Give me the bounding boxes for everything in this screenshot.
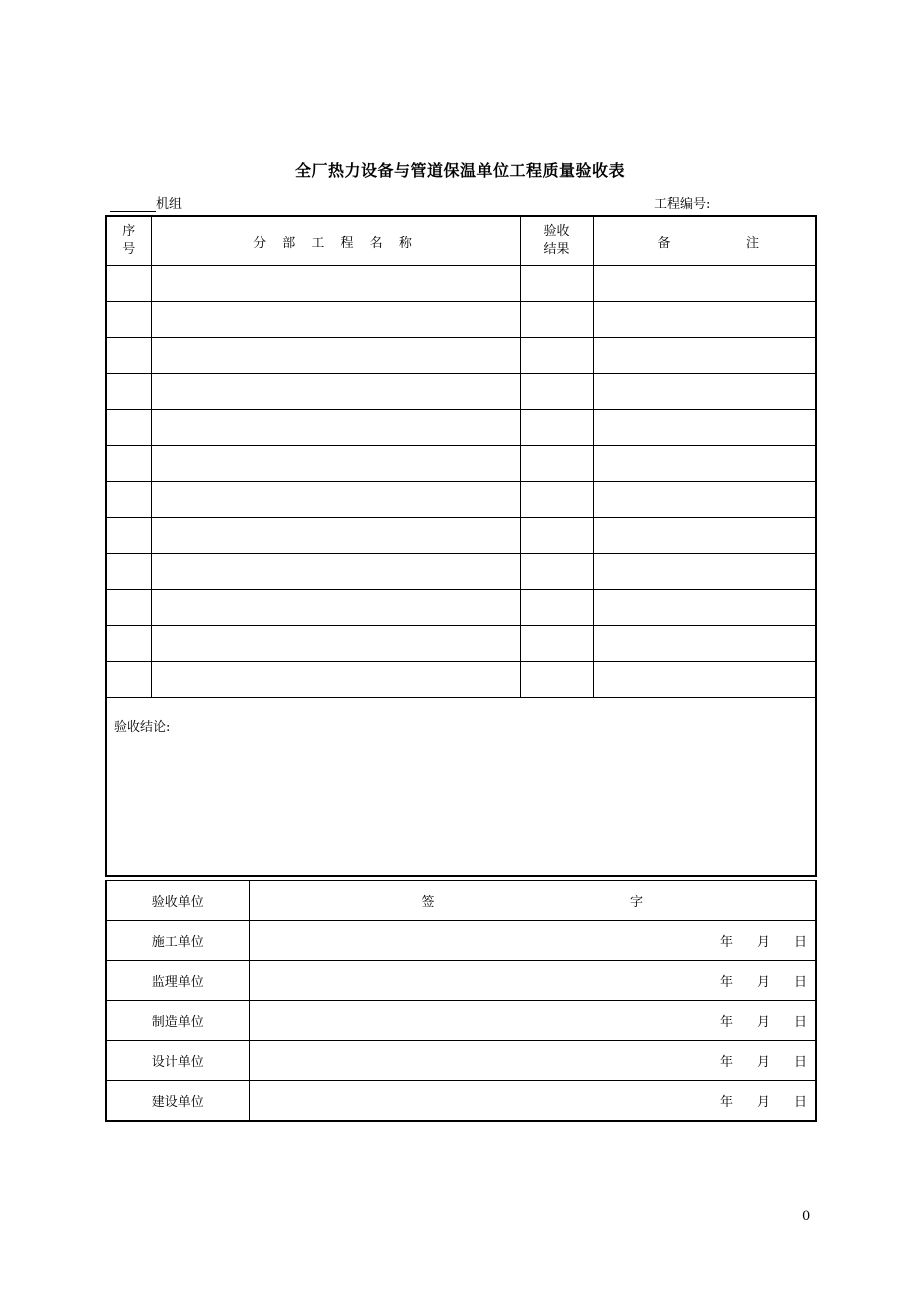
date-month-label: 月 [756,1095,770,1110]
name-cell[interactable] [151,446,520,482]
remark-cell[interactable] [593,590,816,626]
signature-date [720,1011,815,1030]
name-cell[interactable] [151,626,520,662]
signature-date [720,1091,815,1110]
result-cell[interactable] [520,446,593,482]
date-month-label: 月 [756,935,770,950]
result-cell[interactable] [520,410,593,446]
seq-cell[interactable] [106,410,151,446]
table-row [106,374,816,410]
result-cell[interactable] [520,482,593,518]
result-cell[interactable] [520,302,593,338]
name-cell[interactable] [151,482,520,518]
signature-field[interactable] [249,961,816,1001]
unit-line [110,193,182,212]
date-year-label: 年 [719,975,733,990]
result-cell[interactable] [520,338,593,374]
result-cell[interactable] [520,662,593,698]
result-cell[interactable] [520,626,593,662]
date-day-label: 日 [793,1095,807,1110]
signature-header-unit: 验收单位 [106,881,249,921]
date-day-label: 日 [793,975,807,990]
remark-cell[interactable] [593,446,816,482]
name-cell[interactable] [151,662,520,698]
signature-field[interactable] [249,921,816,961]
seq-cell[interactable] [106,590,151,626]
header-seq: 序 号 [106,216,151,266]
signature-field[interactable] [249,1041,816,1081]
seq-cell[interactable] [106,446,151,482]
signature-unit-name: 施工单位 [106,921,249,961]
seq-cell[interactable] [106,302,151,338]
conclusion-row [106,698,816,877]
date-year-label: 年 [719,1095,733,1110]
unit-blank[interactable] [110,197,156,212]
date-month-label: 月 [756,975,770,990]
seq-cell[interactable] [106,626,151,662]
seq-cell[interactable] [106,374,151,410]
signature-row [106,1041,816,1081]
name-cell[interactable] [151,554,520,590]
date-day-label: 日 [793,1015,807,1030]
table-header-row [106,216,816,266]
remark-cell[interactable] [593,482,816,518]
table-row [106,554,816,590]
table-row [106,338,816,374]
table-row [106,482,816,518]
conclusion-cell[interactable] [106,698,816,877]
seq-cell[interactable] [106,338,151,374]
date-month-label: 月 [756,1015,770,1030]
table-row [106,266,816,302]
conclusion-label: 验收结论: [114,720,171,735]
signature-date [720,1051,815,1070]
remark-cell[interactable] [593,302,816,338]
date-year-label: 年 [719,935,733,950]
name-cell[interactable] [151,518,520,554]
signature-row [106,1081,816,1122]
header-remark: 备 注 [593,216,816,266]
signature-unit-name: 监理单位 [106,961,249,1001]
signature-header-sign: 签 字 [249,881,816,921]
table-row [106,590,816,626]
name-cell[interactable] [151,302,520,338]
signature-date [720,931,815,950]
remark-cell[interactable] [593,410,816,446]
seq-cell[interactable] [106,482,151,518]
remark-cell[interactable] [593,554,816,590]
remark-cell[interactable] [593,662,816,698]
result-cell[interactable] [520,554,593,590]
table-row [106,410,816,446]
date-year-label: 年 [719,1055,733,1070]
remark-cell[interactable] [593,338,816,374]
header-sub-project-name: 分 部 工 程 名 称 [151,216,520,266]
date-day-label: 日 [793,935,807,950]
unit-label: 机组 [156,197,183,212]
date-year-label: 年 [719,1015,733,1030]
table-row [106,446,816,482]
signature-table [105,880,817,1122]
result-cell[interactable] [520,374,593,410]
result-cell[interactable] [520,590,593,626]
signature-unit-name: 制造单位 [106,1001,249,1041]
signature-unit-name: 建设单位 [106,1081,249,1122]
signature-date [720,971,815,990]
remark-cell[interactable] [593,266,816,302]
date-day-label: 日 [793,1055,807,1070]
signature-header-row [106,881,816,921]
document-title: 全厂热力设备与管道保温单位工程质量验收表 [294,161,625,180]
remark-cell[interactable] [593,518,816,554]
sub-project-table [105,215,817,877]
seq-cell[interactable] [106,554,151,590]
table-row [106,302,816,338]
signature-field[interactable] [249,1001,816,1041]
date-month-label: 月 [756,1055,770,1070]
table-row [106,518,816,554]
seq-cell[interactable] [106,266,151,302]
project-number-label: 工程编号: [654,197,711,212]
name-cell[interactable] [151,338,520,374]
seq-cell[interactable] [106,662,151,698]
name-cell[interactable] [151,374,520,410]
signature-field[interactable] [249,1081,816,1122]
signature-row [106,1001,816,1041]
result-cell[interactable] [520,266,593,302]
seq-cell[interactable] [106,518,151,554]
signature-unit-name: 设计单位 [106,1041,249,1081]
page-number: 0 [802,1209,811,1224]
signature-row [106,961,816,1001]
remark-cell[interactable] [593,626,816,662]
remark-cell[interactable] [593,374,816,410]
name-cell[interactable] [151,266,520,302]
table-row [106,626,816,662]
signature-row [106,921,816,961]
header-result: 验收 结果 [520,216,593,266]
result-cell[interactable] [520,518,593,554]
name-cell[interactable] [151,590,520,626]
name-cell[interactable] [151,410,520,446]
table-row [106,662,816,698]
